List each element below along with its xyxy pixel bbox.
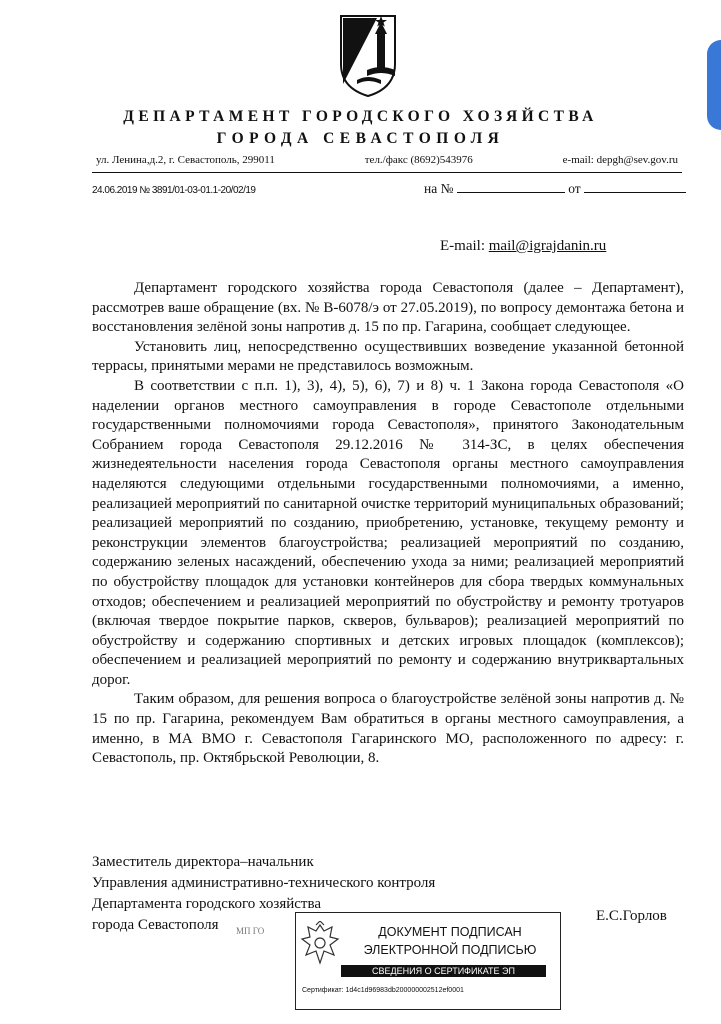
recipient-email: [440, 238, 606, 255]
org-contacts: [96, 154, 678, 166]
signatory-line2: Управления административно-технического контроля: [92, 875, 436, 891]
electronic-signature-stamp: [295, 912, 561, 1010]
reference-number-field: [424, 181, 686, 197]
paragraph-3: В соответствии с п.п. 1), 3), 4), 5), 6), 7) и 8) ч. 1 Закона города Севастополя «О наделении органов местного самоуправления в городе Севастополе отдельными государственными полномочиями города Севастополя», принятого Законодательным Собранием города Севастополя 29.12.2016 № 314-ЗС, в целях обеспечения жизнедеятельности населения города Севастополя органы местного самоуправления наделяются следующими отдельными государственными полномочиями, а именно, реализацией мероприятий по санитарной очистке территорий муниципальных образований; реализацией мероприятий по созданию, приобретению, установке, текущему ремонту и реконструкции элементов благоустройства; реализацией мероприятий по созданию, содержанию зеленых насаждений, обеспечению ухода за ними; реализацией мероприятий по обустройству площадок для установки контейнеров для сбора твердых коммунальных отходов; обеспечением и реализацией мероприятий по обустройству и ремонту тротуаров (включая твердое покрытие парков, скверов, бульваров); реализацией мероприятий по обустройству и содержанию спортивных и детских игровых площадок (комплексов); обеспечением и реализацией мероприятий по ремонту и содержанию внутриквартальных дорог.: [92, 377, 684, 688]
stamp-certificate-header: СВЕДЕНИЯ О СЕРТИФИКАТЕ ЭП: [341, 965, 546, 977]
paragraph-4: Таким образом, для решения вопроса о благоустройстве зелёной зоны напротив д. № 15 по пр. Гагарина, рекомендуем Вам обратиться в органы местного самоуправления, а именно, в МА ВМО г. Севастополя Гагаринского МО, расположенного по адресу: г. Севастополь, пр. Октябрьской Революции, 8.: [92, 691, 684, 767]
from-label: от: [568, 181, 581, 196]
ref-label: на №: [424, 181, 454, 196]
signatory-line4: города Севастополя: [92, 917, 219, 933]
letter-body: [92, 279, 684, 769]
russia-coat-of-arms-icon: [300, 921, 340, 967]
stamp-line1: ДОКУМЕНТ ПОДПИСАН: [378, 925, 522, 939]
stamp-line2: ЭЛЕКТРОННОЙ ПОДПИСЬЮ: [363, 943, 537, 957]
org-phone: тел./факс (8692)543976: [364, 154, 473, 166]
org-email: e-mail: depgh@sev.gov.ru: [562, 154, 678, 166]
header-divider: [92, 172, 682, 173]
ref-number-blank: [457, 181, 565, 193]
stamp-certificate-number: Сертификат: 1d4c1d96983db200000002512ef0001: [302, 987, 464, 994]
outgoing-registration-number: 24.06.2019 № 3891/01-03-01.1-20/02/19: [92, 185, 256, 196]
paragraph-2: Установить лиц, непосредственно осуществивших возведение указанной бетонной террасы, принятыми мерами не представилось возможным.: [92, 338, 684, 375]
sevastopol-coat-of-arms-icon: [337, 14, 399, 98]
org-address: ул. Ленина,д.2, г. Севастополь, 299011: [96, 154, 275, 166]
signatory-name: Е.С.Горлов: [596, 908, 667, 924]
faint-stamp-text: МП ГО: [236, 926, 265, 936]
recipient-email-label: E-mail:: [440, 238, 485, 254]
org-title-line2: ГОРОДА СЕВАСТОПОЛЯ: [216, 130, 505, 147]
ref-date-blank: [584, 181, 686, 193]
org-title-line1: ДЕПАРТАМЕНТ ГОРОДСКОГО ХОЗЯЙСТВА: [123, 108, 598, 125]
paragraph-1: Департамент городского хозяйства города Севастополя (далее – Департамент), рассмотрев ваше обращение (вх. № В-6078/э от 27.05.2019), по вопросу демонтажа бетона и восстановления зелёной зоны напротив д. 15 по пр. Гагарина, сообщает следующее.: [92, 280, 684, 336]
signatory-line1: Заместитель директора–начальник: [92, 854, 314, 870]
signatory-line3: Департамента городского хозяйства: [92, 896, 322, 912]
recipient-email-link[interactable]: mail@igrajdanin.ru: [488, 238, 607, 254]
